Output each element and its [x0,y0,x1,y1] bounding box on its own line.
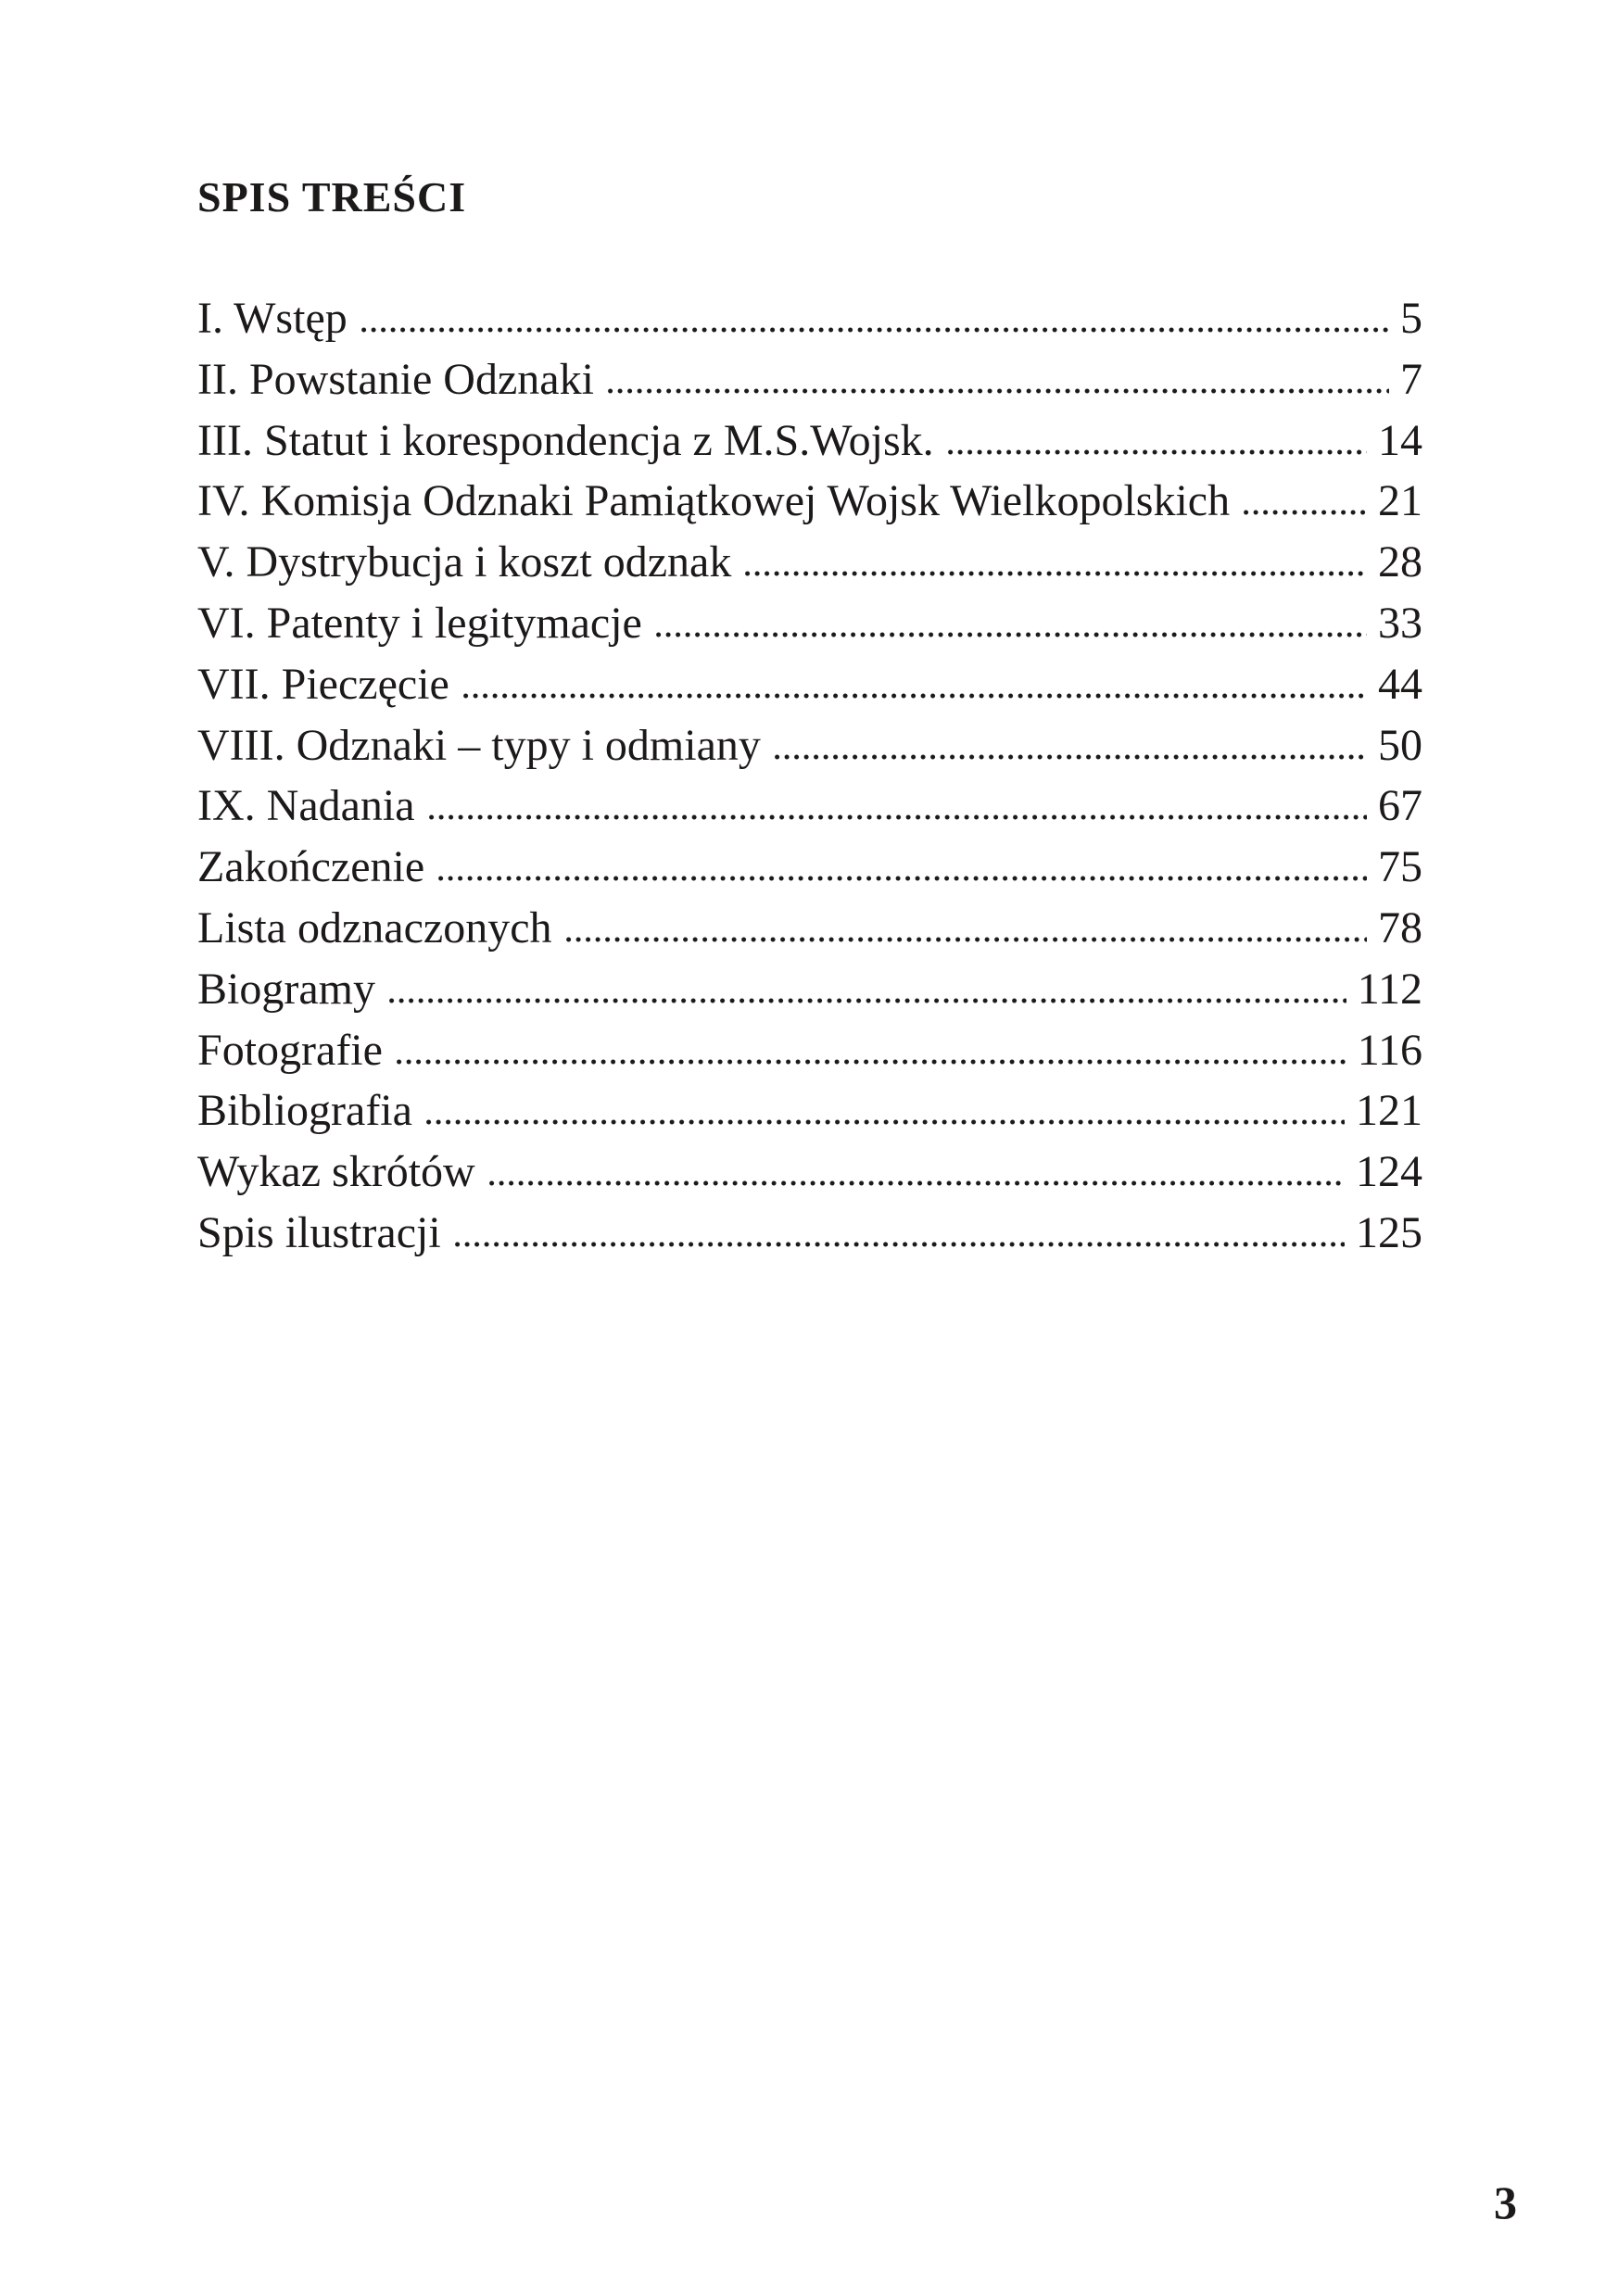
dot-leader [948,449,1367,455]
toc-entry-label: IV. Komisja Odznaki Pamiątkowej Wojsk Wielkopolskich [197,476,1231,526]
dot-leader [389,998,1346,1003]
toc-entry-label: VII. Pieczęcie [197,659,449,709]
toc-entry [197,1080,1422,1142]
toc-entry-page: 121 [1356,1086,1422,1136]
toc-entry [197,410,1422,472]
toc-entry-page: 50 [1378,720,1422,770]
toc-entry [197,715,1422,776]
toc-entry-label: Zakończenie [197,842,425,892]
toc-entry-label: IX. Nadania [197,781,415,831]
dot-leader [426,1119,1345,1125]
toc-entry [197,1020,1422,1081]
dot-leader [455,1242,1345,1247]
toc-entry-label: Lista odznaczonych [197,902,552,952]
toc-entry-page: 14 [1378,415,1422,465]
toc-entry [197,776,1422,837]
toc-entry [197,471,1422,532]
toc-entry [197,1203,1422,1264]
toc-entry [197,532,1422,593]
toc-entry-label: Biogramy [197,964,375,1014]
dot-leader [745,571,1367,576]
toc-entry-label: Bibliografia [197,1086,412,1136]
dot-leader [1244,510,1367,515]
toc-entry [197,1142,1422,1203]
toc-entry-page: 33 [1378,598,1422,648]
toc-entry-label: II. Powstanie Odznaki [197,354,594,404]
toc-entry [197,288,1422,349]
toc-entry [197,593,1422,654]
toc-entry [197,898,1422,959]
toc-entry-label: III. Statut i korespondencja z M.S.Wojsk. [197,415,934,465]
dot-leader [463,693,1367,699]
toc-entry-label: Wykaz skrótów [197,1147,475,1197]
dot-leader [397,1059,1346,1065]
footer-page-number: 3 [1494,2176,1517,2228]
toc-entry [197,654,1422,715]
page-title: SPIS TREŚCI [197,173,467,221]
toc-entry-page: 125 [1356,1207,1422,1257]
toc-entry-label: Spis ilustracji [197,1207,441,1257]
toc-entry-page: 7 [1400,354,1422,404]
toc-entry [197,959,1422,1020]
dot-leader [429,814,1367,820]
dot-leader [775,754,1367,760]
toc-entry-page: 116 [1357,1025,1422,1075]
toc-entry [197,837,1422,898]
dot-leader [566,937,1368,942]
toc-entry-label: Fotografie [197,1025,383,1075]
toc-entry-page: 78 [1378,902,1422,952]
dot-leader [656,632,1367,637]
toc-entry-page: 75 [1378,842,1422,892]
toc-entry-label: VI. Patenty i legitymacje [197,598,642,648]
toc-entry-page: 67 [1378,781,1422,831]
toc-entry-page: 112 [1357,964,1422,1014]
toc-entry-page: 5 [1400,294,1422,343]
toc-entry-label: I. Wstęp [197,294,348,343]
toc-entry [197,349,1422,410]
toc-entry-page: 21 [1378,476,1422,526]
dot-leader [438,876,1367,881]
toc-entry-page: 124 [1356,1147,1422,1197]
toc-entry-label: VIII. Odznaki – typy i odmiany [197,720,761,770]
table-of-contents [197,288,1422,1264]
dot-leader [361,327,1389,333]
toc-entry-page: 28 [1378,537,1422,587]
toc-entry-label: V. Dystrybucja i koszt odznak [197,537,732,587]
dot-leader [489,1180,1345,1186]
toc-entry-page: 44 [1378,659,1422,709]
dot-leader [608,388,1389,394]
